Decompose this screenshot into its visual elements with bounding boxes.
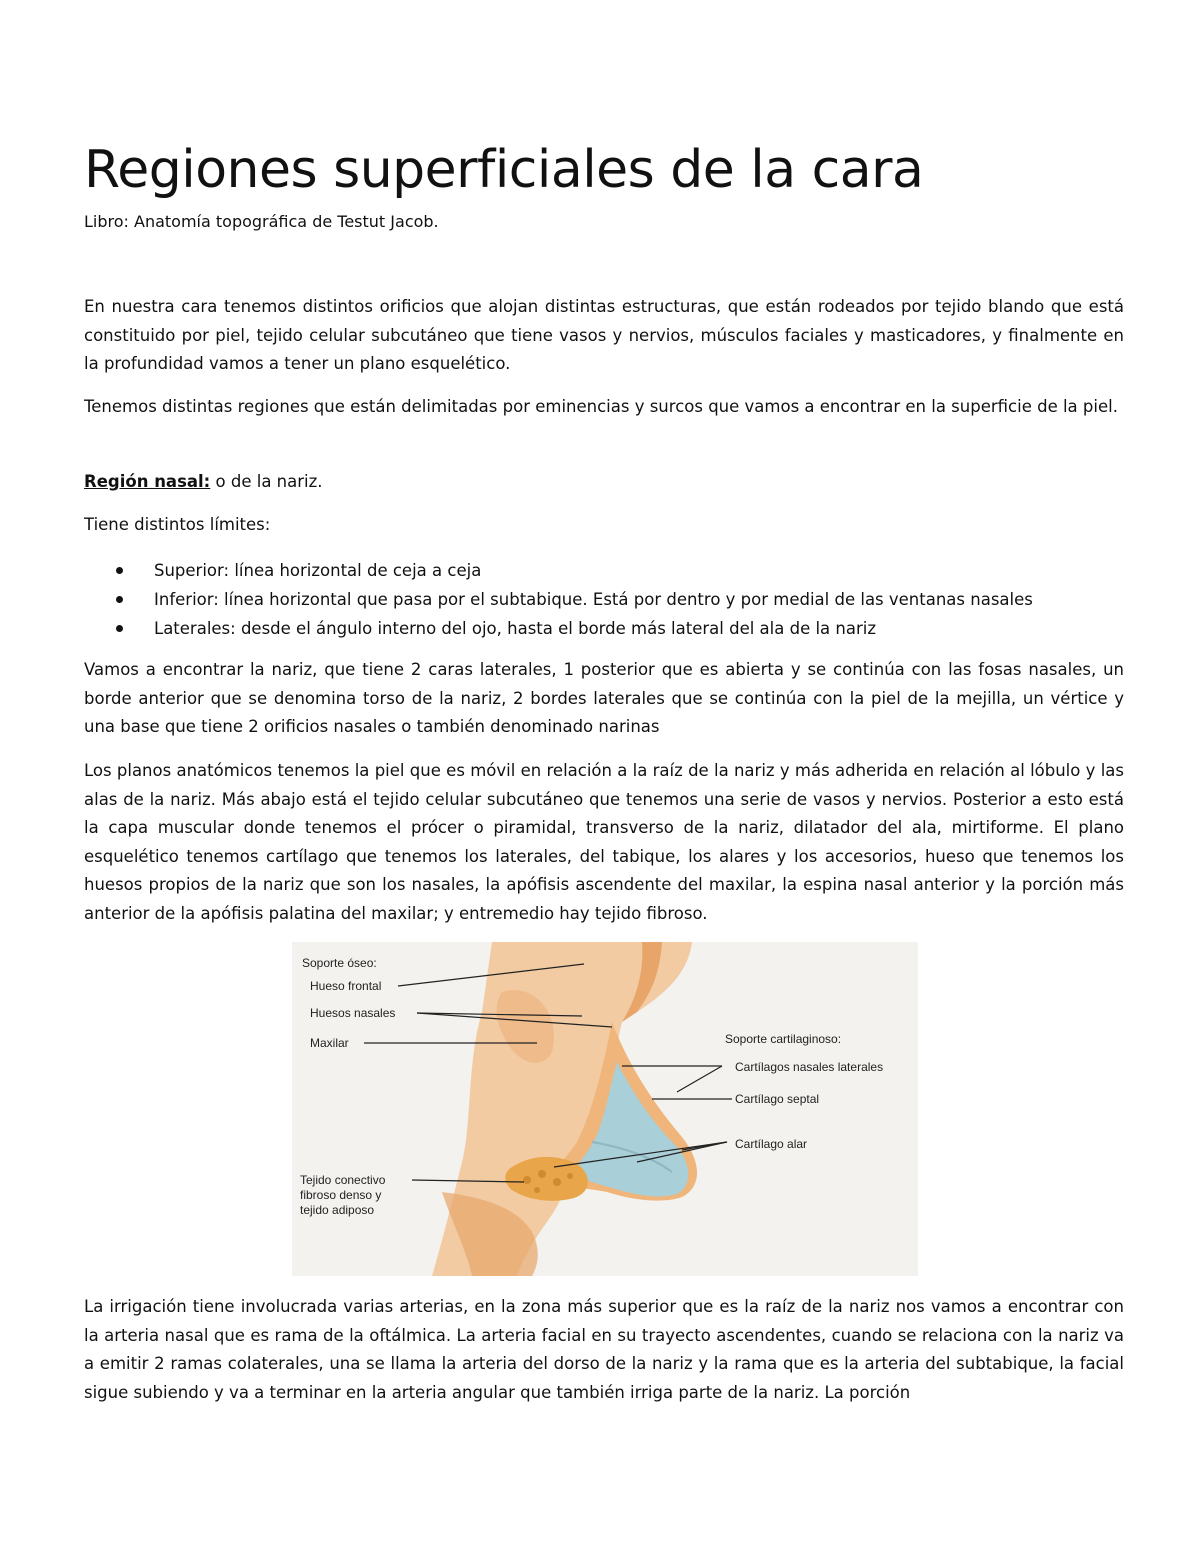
figure-label: Soporte cartilaginoso: [725,1032,842,1046]
figure-label: Cartílago septal [735,1092,820,1106]
paragraph-regions: Tenemos distintas regiones que están delimitadas por eminencias y surcos que vamos a encontrar en la superficie de la piel. [84,397,1118,416]
paragraph-nose-description: Vamos a encontrar la nariz, que tiene 2 caras laterales, 1 posterior que es abierta y se continúa con las fosas nasales, un borde anterior que se denomina torso de la nariz, 2 bordes laterales que se continúa con la piel de la mejilla, un vértice y una base que tiene 2 orificios nasales o también denominado narinas [84,660,1124,736]
nose-anatomy-illustration [292,942,918,1276]
figure-label: Huesos nasales [310,1006,396,1020]
figure-label: Tejido conectivo [300,1173,386,1187]
figure-label: fibroso denso y [300,1188,382,1202]
paragraph-intro: En nuestra cara tenemos distintos orificios que alojan distintas estructuras, que están rodeados por tejido blando que está constituido por piel, tejido celular subcutáneo que tiene vasos y nervios, músculos faciales y masticadores, y finalmente en la profundidad vamos a tener un plano esquelético. [84,297,1124,373]
list-item: Inferior: línea horizontal que pasa por el subtabique. Está por dentro y por medial de las ventanas nasales [110,585,1033,614]
paragraph-irrigation: La irrigación tiene involucrada varias arterias, en la zona más superior que es la raíz de la nariz nos vamos a encontrar con la arteria nasal que es rama de la oftálmica. La arteria facial en su trayecto ascendentes, cuando se relaciona con la nariz va a emitir 2 ramas colaterales, una se llama la arteria del dorso de la nariz y la rama que es la arteria del subtabique, la facial sigue subiendo y va a terminar en la arteria angular que también irriga parte de la nariz. La porción [84,1297,1124,1402]
list-item: Laterales: desde el ángulo interno del ojo, hasta el borde más lateral del ala de la nariz [110,614,1033,643]
paragraph-anatomic-planes: Los planos anatómicos tenemos la piel que es móvil en relación a la raíz de la nariz y más adherida en relación al lóbulo y las alas de la nariz. Más abajo está el tejido celular subcutáneo que tenemos una serie de vasos y nervios. Posterior a esto está la capa muscular donde tenemos el prócer o piramidal, transverso de la nariz, dilatador del ala, mirtiforme. El plano esquelético tenemos cartílago que tenemos los laterales, del tabique, los alares y los accesorios, hueso que tenemos los huesos propios de la nariz que son los nasales, la apófisis ascendente del maxilar, la espina nasal anterior y la porción más anterior de la apófisis palatina del maxilar; y entremedio hay tejido fibroso. [84,761,1124,923]
bullet-icon [116,625,123,632]
figure-label: Cartílagos nasales laterales [735,1060,884,1074]
region-nasal-heading [84,468,1124,497]
paragraph-limits: Tiene distintos límites: [84,515,271,534]
list-item: Superior: línea horizontal de ceja a ceja [110,556,1033,585]
figure-label: tejido adiposo [300,1203,375,1217]
region-nasal-rest: o de la nariz. [210,472,323,491]
limits-list [110,556,1033,643]
figure-label: Soporte óseo: [302,956,377,970]
page-title: Regiones superficiales de la cara [84,140,924,200]
figure-label: Cartílago alar [735,1137,808,1151]
bullet-icon [116,567,123,574]
region-nasal-label: Región nasal: [84,472,211,491]
figure-label: Hueso frontal [310,979,382,993]
nose-anatomy-figure [292,942,918,1276]
bullet-icon [116,596,123,603]
figure-label: Maxilar [310,1036,349,1050]
book-reference: Libro: Anatomía topográfica de Testut Jacob. [84,212,439,231]
